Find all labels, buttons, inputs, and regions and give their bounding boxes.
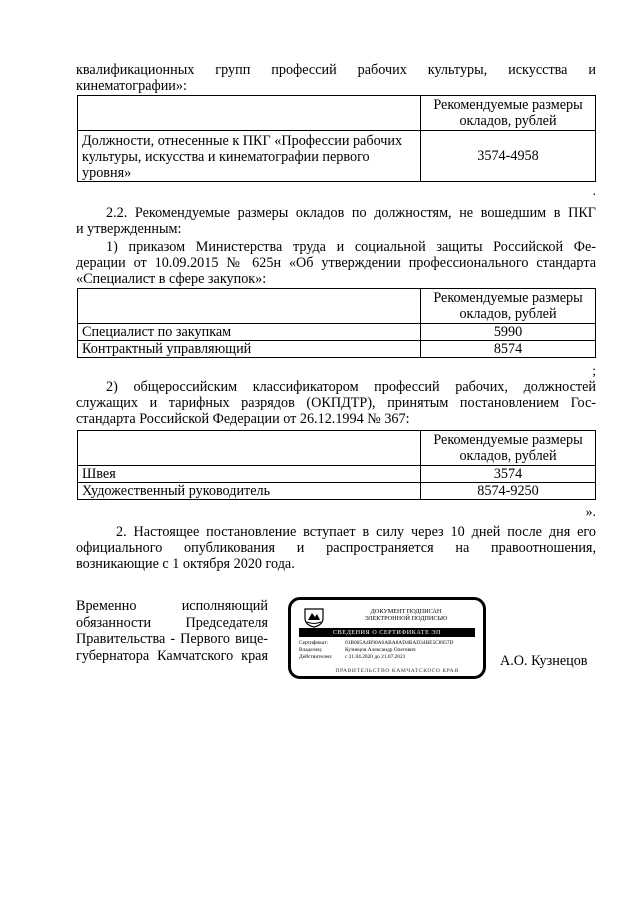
table-row — [78, 131, 596, 182]
table-cell-salary: 3574-4958 — [421, 131, 596, 182]
signatory-title-line-2: обязанности Председателя — [76, 614, 268, 631]
clause-2-line-3: возникающие с 1 октября 2020 года. — [76, 556, 295, 572]
clause-2-paragraph — [76, 524, 596, 572]
table-row — [78, 341, 596, 358]
table3-end-mark: ». — [585, 505, 596, 520]
clause-2-line-2: официального опубликования и распространяется на правоотношения, — [76, 540, 596, 556]
stamp-title-line-1: ДОКУМЕНТ ПОДПИСАН — [370, 608, 442, 615]
signatory-title-line-3: Правительства - Первого вице- — [76, 631, 268, 647]
intro-paragraph — [76, 62, 596, 94]
stamp-certificate-bar: СВЕДЕНИЯ О СЕРТИФИКАТЕ ЭП — [299, 628, 475, 637]
table-cell-position: Художественный руководитель — [78, 483, 421, 500]
signatory-title — [76, 598, 268, 664]
salary-table-3 — [77, 430, 596, 500]
signatory-title-line-4: губернатора Камчатского края — [76, 647, 268, 664]
table-cell-position: Швея — [78, 466, 421, 483]
stamp-cert-label: Сертификат: — [299, 640, 328, 646]
stamp-owner-label: Владелец: — [299, 647, 323, 653]
item-1-line-1: 1) приказом Министерства труда и социальной защиты Российской Фе- — [106, 239, 596, 255]
item-1-paragraph — [76, 239, 596, 287]
signatory-title-line-1: Временно исполняющий — [76, 598, 268, 614]
table2-end-mark: ; — [592, 364, 596, 379]
table-header-salary: Рекомендуемые размеры окладов, рублей — [421, 431, 596, 466]
salary-table-2 — [77, 288, 596, 358]
table-cell-salary: 8574 — [421, 341, 596, 358]
table-header-blank — [78, 96, 421, 131]
coat-of-arms-icon — [303, 606, 325, 628]
stamp-footer: ПРАВИТЕЛЬСТВО КАМЧАТСКОГО КРАЯ — [335, 668, 459, 674]
table-header-salary: Рекомендуемые размеры окладов, рублей — [421, 96, 596, 131]
clause-2-line-1: 2. Настоящее постановление вступает в силу через 10 дней после дня его — [116, 524, 596, 540]
item-2-line-2: служащих и тарифных разрядов (ОКПДТР), принятым постановлением Гос- — [76, 395, 596, 411]
stamp-owner-row — [299, 647, 416, 653]
table-header-blank — [78, 431, 421, 466]
table-cell-position: Специалист по закупкам — [78, 324, 421, 341]
section-2-2-line-1: 2.2. Рекомендуемые размеры окладов по должностям, не вошедшим в ПКГ — [106, 205, 596, 221]
item-2-paragraph — [76, 379, 596, 427]
table-cell-salary: 8574-9250 — [421, 483, 596, 500]
item-2-line-3: стандарта Российской Федерации от 26.12.1994 № 367: — [76, 411, 410, 427]
stamp-cert-value: 01B065A4B90A6ABA8AD4BAD34BE5C8957D — [345, 640, 454, 646]
table-header-row — [78, 289, 596, 324]
stamp-owner-value: Кузнецов Александр Олегович — [345, 647, 416, 653]
item-1-line-2: дерации от 10.09.2015 № 625н «Об утверждении профессионального стандарта — [76, 255, 596, 271]
table-cell-position: Должности, отнесенные к ПКГ «Профессии рабочих культуры, искусства и кинематографии первого уровня» — [78, 131, 421, 182]
table-header-row — [78, 96, 596, 131]
signatory-name: А.О. Кузнецов — [500, 653, 588, 669]
table-row — [78, 466, 596, 483]
item-1-line-3: «Специалист в сфере закупок»: — [76, 271, 267, 287]
table-cell-position: Контрактный управляющий — [78, 341, 421, 358]
stamp-valid-label: Действителен: — [299, 654, 333, 660]
stamp-validity-row — [299, 654, 405, 660]
stamp-title-line-2: ЭЛЕКТРОННОЙ ПОДПИСЬЮ — [364, 615, 448, 622]
table-header-blank — [78, 289, 421, 324]
item-2-line-1: 2) общероссийским классификатором профессий рабочих, должностей — [106, 379, 596, 395]
table-row — [78, 483, 596, 500]
table-cell-salary: 5990 — [421, 324, 596, 341]
electronic-signature-stamp — [288, 597, 486, 679]
section-2-2-line-2: и утвержденным: — [76, 221, 182, 237]
stamp-valid-value: с 21.04.2020 до 21.07.2021 — [345, 654, 406, 660]
stamp-certificate-row — [299, 640, 453, 646]
table-row — [78, 324, 596, 341]
section-2-2-paragraph — [76, 205, 596, 237]
salary-table-1 — [77, 95, 596, 182]
intro-line-1: квалификационных групп профессий рабочих культуры, искусства и — [76, 62, 596, 78]
table1-end-mark: . — [592, 184, 596, 199]
table-header-salary: Рекомендуемые размеры окладов, рублей — [421, 289, 596, 324]
table-cell-salary: 3574 — [421, 466, 596, 483]
intro-line-2: кинематографии»: — [76, 78, 187, 94]
stamp-title — [333, 608, 479, 622]
table-header-row — [78, 431, 596, 466]
